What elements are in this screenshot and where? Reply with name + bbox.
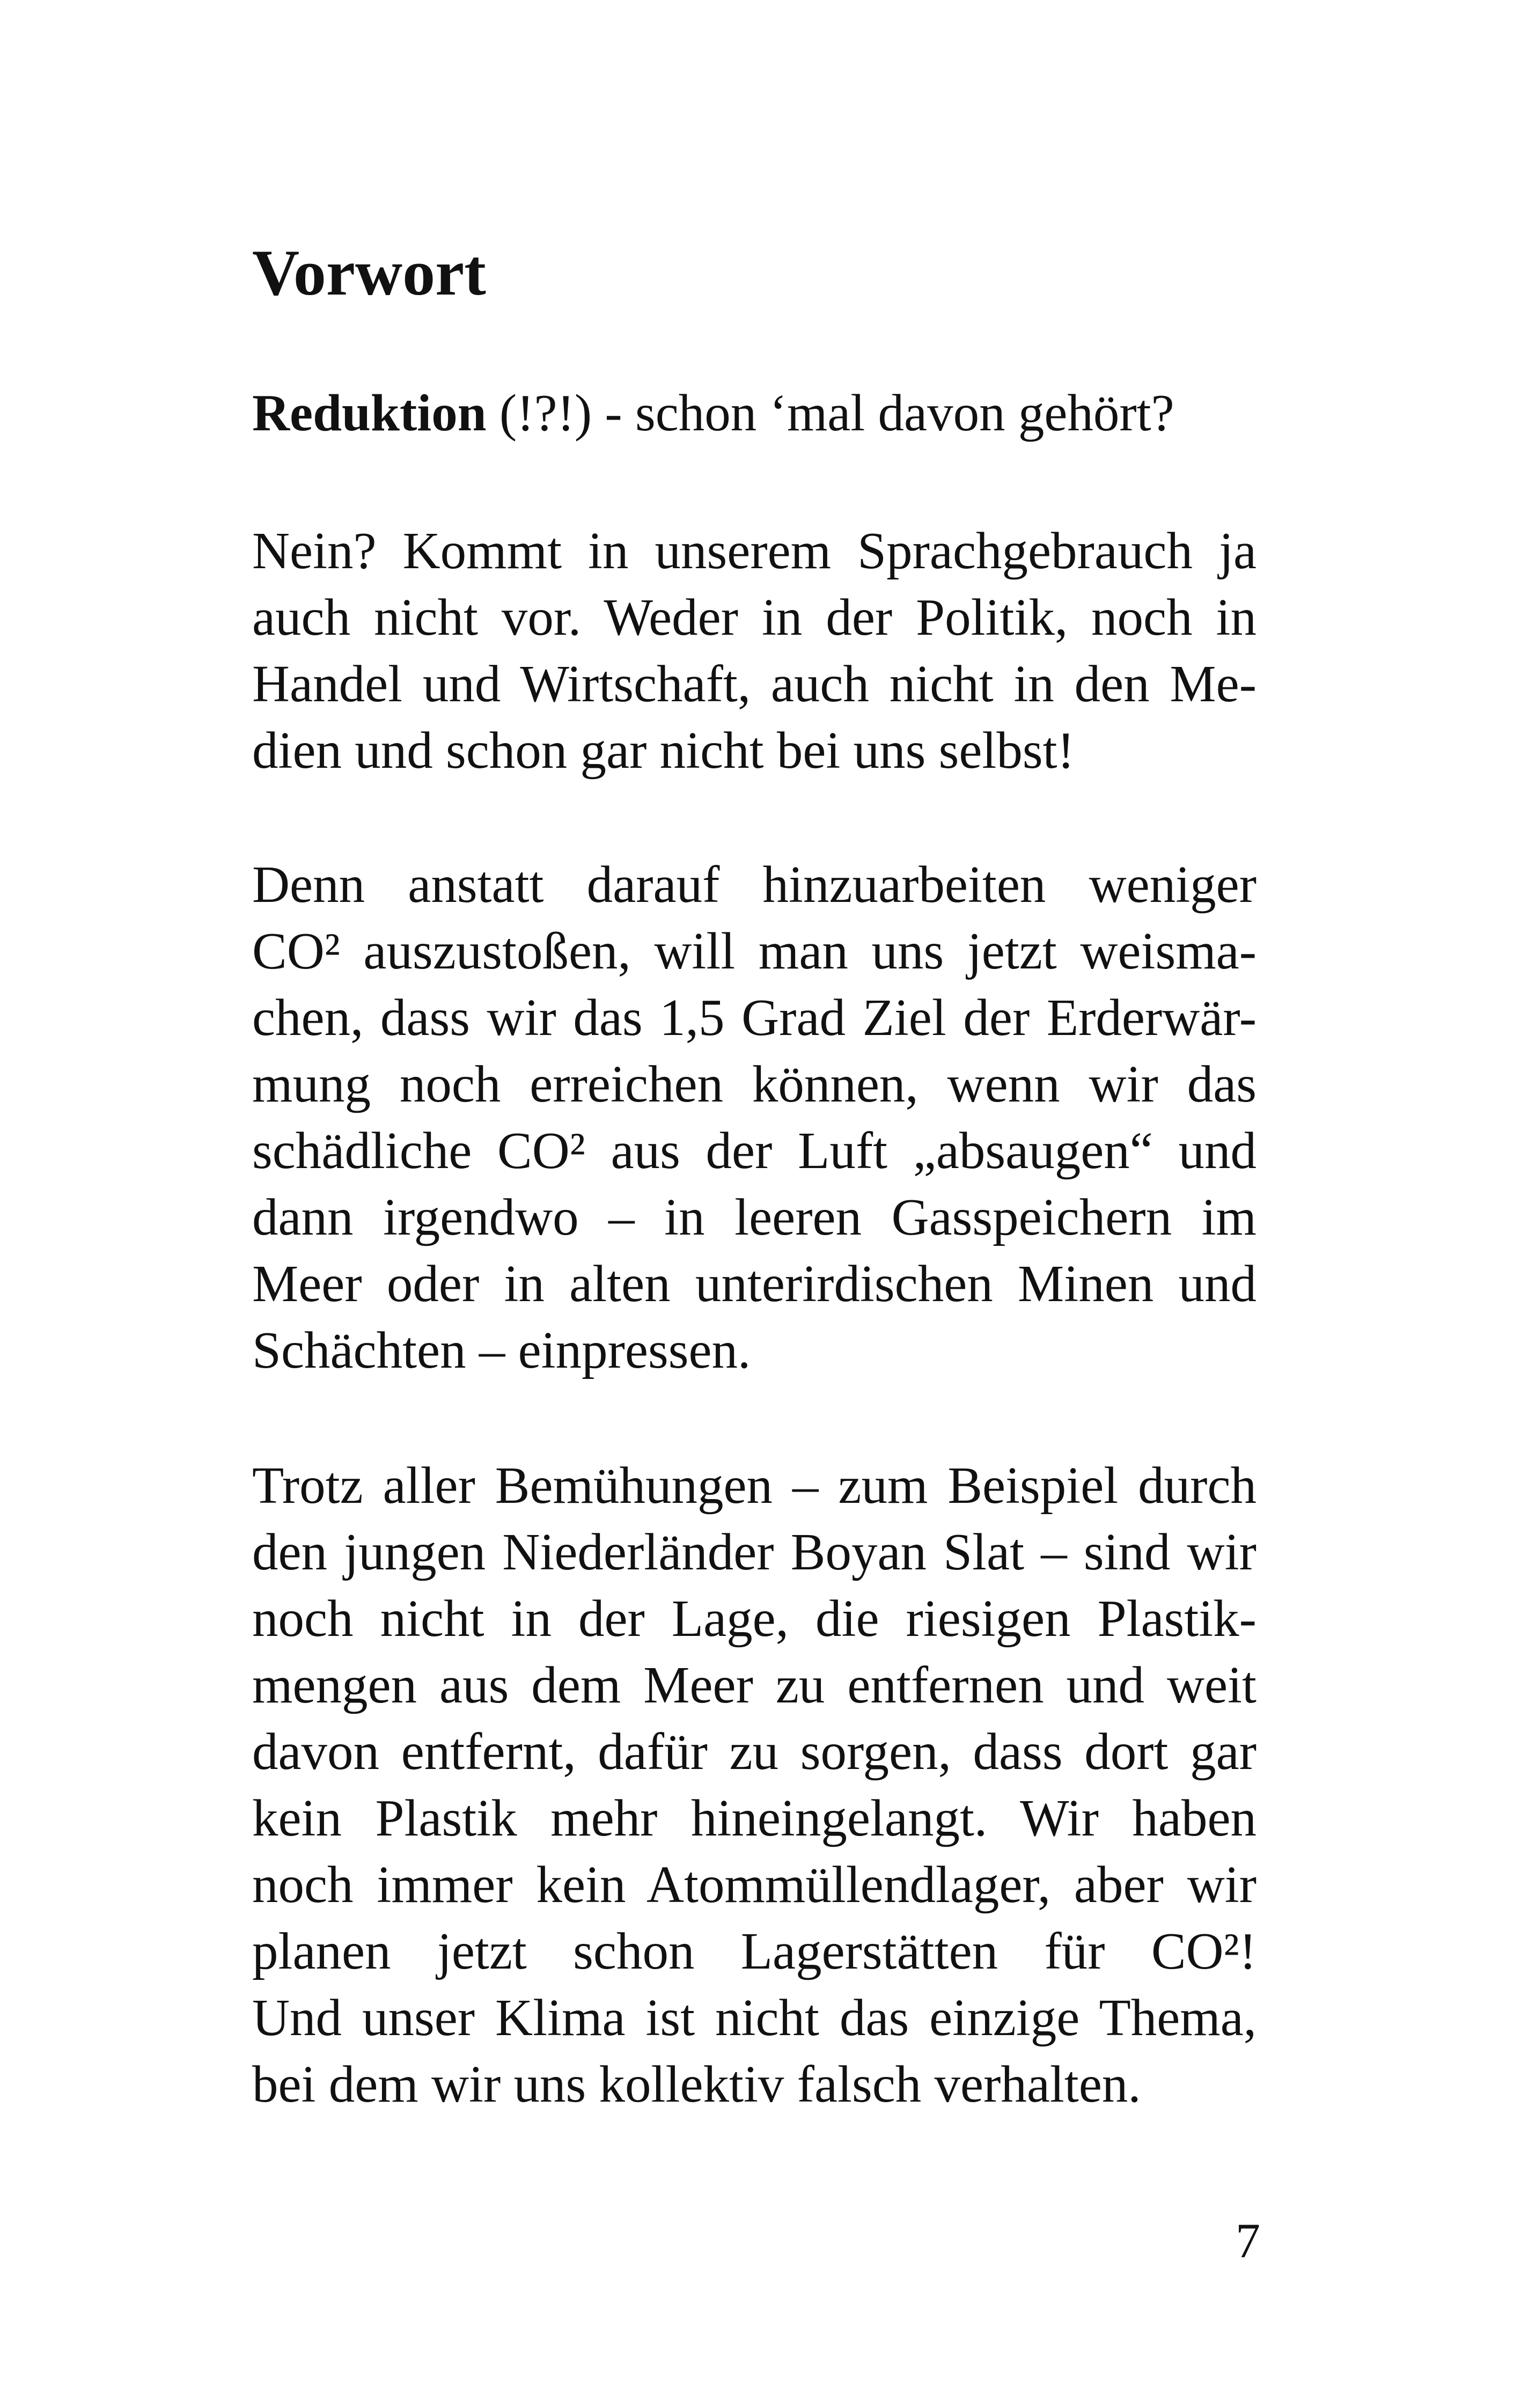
chapter-heading: Vorwort (252, 237, 486, 309)
paragraph-line: dien und schon gar nicht bei uns selbst! (252, 722, 1075, 779)
intro-rest: (!?!) - schon ‘mal davon gehört? (486, 384, 1174, 442)
paragraph-line: schädliche CO² aus der Luft „absaugen“ und (252, 1122, 1257, 1179)
paragraph-line: Und unser Klima ist nicht das einzige Thema, (252, 1989, 1257, 2046)
paragraph-line: den jungen Niederländer Boyan Slat – sind wir (252, 1523, 1257, 1581)
paragraph-line: CO² auszustoßen, will man uns jetzt weisma- (252, 922, 1257, 980)
paragraph-line: Handel und Wirtschaft, auch nicht in den Me- (252, 655, 1257, 713)
paragraph-line: kein Plastik mehr hineingelangt. Wir haben (252, 1789, 1257, 1847)
intro-paragraph (252, 380, 1257, 446)
paragraph-line: davon entfernt, dafür zu sorgen, dass dort gar (252, 1723, 1257, 1780)
paragraph-line: noch immer kein Atommüllendlager, aber wir (252, 1856, 1257, 1913)
paragraph-line: Schächten – einpressen. (252, 1322, 751, 1379)
paragraph-line: mung noch erreichen können, wenn wir das (252, 1055, 1257, 1113)
paragraph-1 (252, 518, 1257, 784)
paragraph-line: Denn anstatt darauf hinzuarbeiten weniger (252, 856, 1257, 913)
paragraph-line: bei dem wir uns kollektiv falsch verhalten. (252, 2055, 1141, 2113)
paragraph-3 (252, 1452, 1257, 2118)
paragraph-line: dann irgendwo – in leeren Gasspeichern im (252, 1188, 1257, 1246)
paragraph-line: auch nicht vor. Weder in der Politik, noch in (252, 589, 1257, 646)
page-number: 7 (1236, 2213, 1260, 2268)
paragraph-line: Trotz aller Bemühungen – zum Beispiel durch (252, 1457, 1257, 1514)
paragraph-2 (252, 851, 1257, 1384)
paragraph-line: Nein? Kommt in unserem Sprachgebrauch ja (252, 522, 1257, 579)
intro-line (252, 380, 1257, 446)
paragraph-line: noch nicht in der Lage, die riesigen Plastik- (252, 1590, 1257, 1647)
paragraph-line: mengen aus dem Meer zu entfernen und weit (252, 1656, 1257, 1714)
intro-bold-term: Reduktion (252, 384, 487, 442)
paragraph-line: chen, dass wir das 1,5 Grad Ziel der Erderwär- (252, 989, 1257, 1046)
paragraph-line: planen jetzt schon Lagerstätten für CO²! (252, 1922, 1257, 1980)
paragraph-line: Meer oder in alten unterirdischen Minen und (252, 1255, 1257, 1312)
